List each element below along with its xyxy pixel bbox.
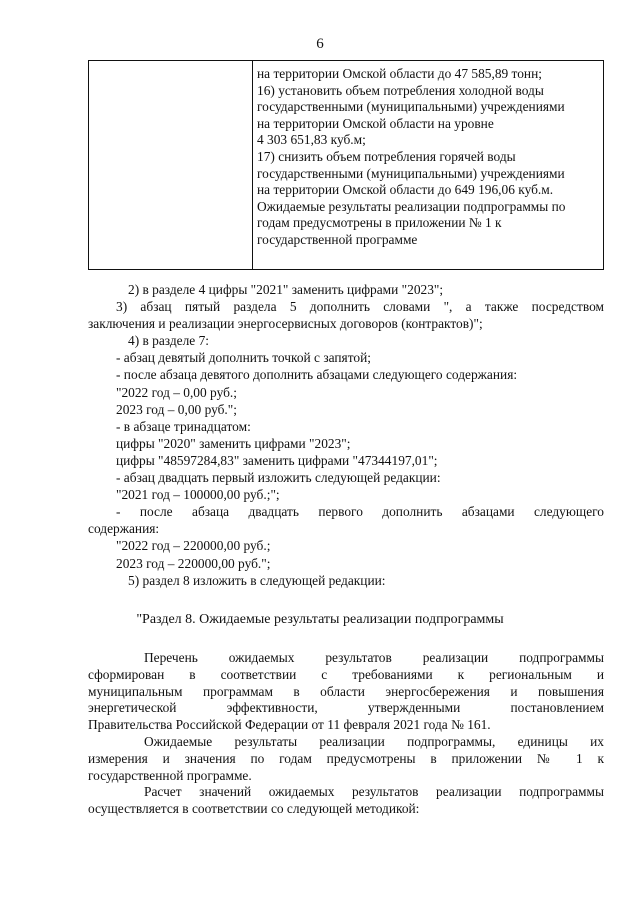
amendment-line: 2023 год – 220000,00 руб."; (116, 555, 271, 571)
table-text-line: 16) установить объем потребления холодной воды (257, 82, 544, 98)
table-text-line: на территории Омской области до 47 585,89 тонн; (257, 66, 542, 81)
table-text-line: государственными (муниципальными) учреждениями (257, 99, 565, 115)
amendment-line: 3) абзац пятый раздела 5 дополнить словами ", а также посредством (116, 299, 604, 315)
amendment-line: - в абзаце тринадцатом: (116, 418, 251, 434)
results-table (88, 60, 604, 270)
amendment-line: - абзац девятый дополнить точкой с запятой; (116, 350, 371, 366)
amendment-line: 2) в разделе 4 цифры "2021" заменить цифрами "2023"; (128, 282, 444, 297)
paragraph-line: муниципальным программам в области энергосбережения и повышения (88, 683, 604, 699)
amendments-text (88, 281, 604, 589)
amendment-line: "2022 год – 0,00 руб.; (116, 384, 237, 400)
amendment-line: цифры "2020" заменить цифрами "2023"; (116, 435, 351, 451)
table-text-line: Ожидаемые результаты реализации подпрограммы по (257, 198, 566, 214)
page-number: 6 (316, 36, 324, 52)
amendment-line: "2022 год – 220000,00 руб.; (116, 538, 271, 554)
table-left-cell (89, 61, 253, 269)
paragraph-line: измерения и значения по годам предусмотрены в приложении № 1 к (88, 750, 604, 766)
table-text-line: государственными (муниципальными) учреждениями (257, 165, 565, 181)
amendment-line: "2021 год – 100000,00 руб.;"; (116, 487, 280, 503)
paragraph-line: сформирован в соответствии с требованиями к региональным и (88, 666, 604, 682)
paragraph-line: Правительства Российской Федерации от 11 февраля 2021 года № 161. (88, 717, 491, 733)
paragraph-line: осуществляется в соответствии со следующей методикой: (88, 801, 420, 817)
paragraph-line: Ожидаемые результаты реализации подпрограммы, единицы их (144, 733, 604, 749)
paragraph-line: энергетической эффективности, утвержденными постановлением (88, 700, 604, 716)
table-text-line: годам предусмотрены в приложении № 1 к (257, 215, 502, 231)
amendment-line: - после абзаца двадцать первого дополнить абзацами следующего (116, 504, 604, 520)
amendment-line: цифры "48597284,83" заменить цифрами "47344197,01"; (116, 452, 438, 468)
table-text-line: государственной программе (257, 231, 418, 247)
paragraph-line: Перечень ожидаемых результатов реализации подпрограммы (144, 650, 604, 665)
section-title: "Раздел 8. Ожидаемые результаты реализации подпрограммы (136, 612, 504, 627)
table-right-cell (253, 61, 603, 269)
amendment-line: 4) в разделе 7: (128, 333, 210, 349)
paragraph-line: Расчет значений ожидаемых результатов реализации подпрограммы (144, 784, 604, 800)
amendment-line: заключения и реализации энергосервисных договоров (контрактов)"; (88, 316, 483, 332)
amendment-line: содержания: (88, 521, 160, 537)
amendment-line: 2023 год – 0,00 руб."; (116, 401, 237, 417)
amendment-line: - после абзаца девятого дополнить абзацами следующего содержания: (116, 367, 518, 383)
methodology-text (88, 650, 604, 818)
table-text-line: 17) снизить объем потребления горячей воды (257, 148, 516, 164)
amendment-line: - абзац двадцать первый изложить следующей редакции: (116, 470, 441, 486)
paragraph-line: государственной программе. (88, 767, 252, 783)
table-text-line: на территории Омской области на уровне (257, 115, 494, 131)
amendment-line: 5) раздел 8 изложить в следующей редакции: (128, 572, 386, 588)
table-text-line: на территории Омской области до 649 196,06 куб.м. (257, 182, 554, 198)
table-text-line: 4 303 651,83 куб.м; (257, 132, 366, 148)
